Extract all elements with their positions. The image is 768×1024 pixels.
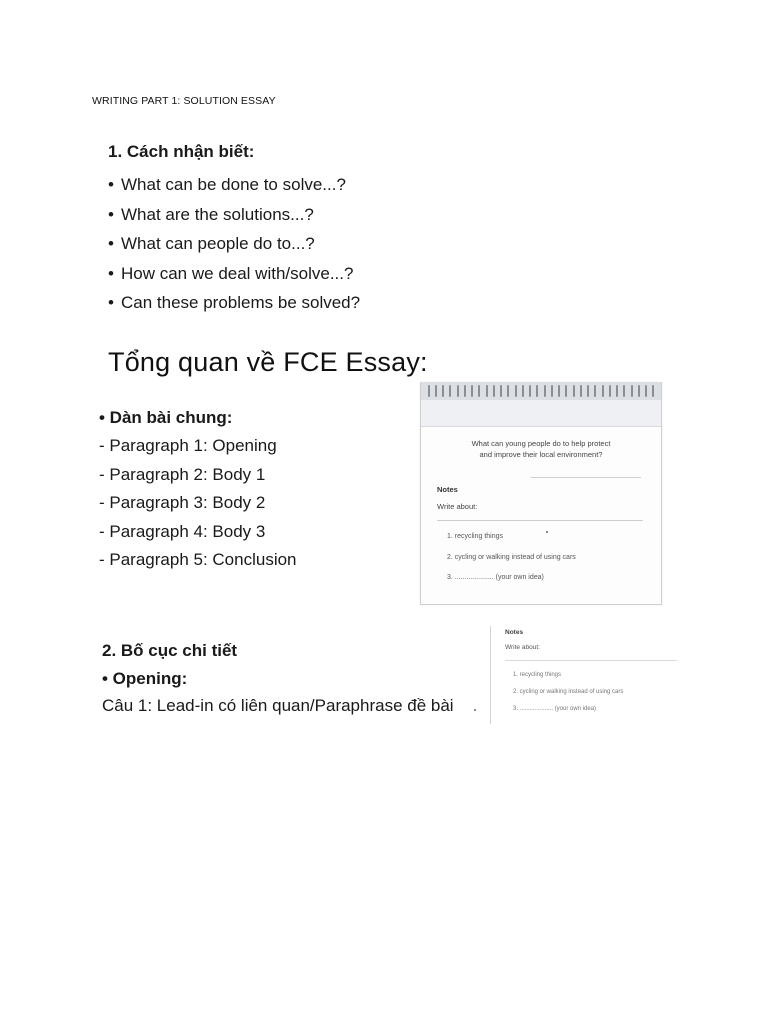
bullet-icon: • — [108, 175, 114, 194]
identification-list — [108, 170, 360, 318]
list-item-text: Can these problems be solved? — [121, 293, 361, 312]
notes-snippet-image — [490, 626, 681, 724]
bullet-icon: • — [108, 234, 114, 253]
list-item — [108, 288, 360, 318]
bullet-icon: • — [108, 204, 114, 224]
write-about-label: Write about: — [505, 644, 540, 651]
notes-list-item: 1. recycling things — [513, 672, 562, 678]
notebook-question — [435, 438, 647, 460]
list-item-text: How can we deal with/solve...? — [121, 263, 354, 283]
scan-speck — [546, 531, 548, 533]
outline-section — [99, 404, 297, 575]
document-title: WRITING PART 1: SOLUTION ESSAY — [92, 95, 276, 107]
detailed-structure-section — [102, 638, 454, 720]
notebook-list-item: 2. cycling or walking instead of using cars — [447, 554, 576, 561]
opening-line: Câu 1: Lead-in có liên quan/Paraphrase đề bài — [102, 696, 454, 715]
overview-title: Tổng quan về FCE Essay: — [108, 347, 428, 377]
paragraph-item: - Paragraph 4: Body 3 — [99, 521, 266, 541]
list-item-text: What can be done to solve...? — [121, 175, 346, 194]
notebook-list-item: 1. recycling things — [447, 533, 504, 540]
divider — [437, 520, 643, 521]
scan-speck — [474, 709, 476, 711]
paragraph-item: - Paragraph 3: Body 2 — [99, 493, 266, 512]
list-item — [108, 200, 360, 230]
notes-list-item: 3. .................... (your own idea) — [513, 706, 597, 712]
list-item — [108, 259, 360, 289]
paragraph-item: - Paragraph 1: Opening — [99, 436, 277, 455]
divider — [505, 660, 677, 661]
list-item-text: What are the solutions...? — [121, 204, 314, 224]
notebook-image — [420, 382, 662, 605]
notebook-list-item: 3. .................... (your own idea) — [447, 574, 544, 581]
divider — [531, 477, 641, 478]
bullet-icon: • — [108, 293, 114, 312]
question-line: and improve their local environment? — [479, 450, 603, 459]
identification-section — [108, 140, 360, 318]
opening-subheading: • Opening: — [102, 669, 188, 688]
spiral-binding-icon — [421, 382, 661, 400]
notes-label: Notes — [505, 629, 524, 636]
notebook-header-band — [421, 400, 661, 427]
question-line: What can young people do to help protect — [471, 439, 611, 448]
notes-label: Notes — [437, 485, 458, 494]
write-about-label: Write about: — [437, 502, 478, 511]
bullet-icon: • — [108, 263, 114, 283]
list-item — [108, 229, 360, 259]
notes-list-item: 2. cycling or walking instead of using cars — [513, 689, 624, 695]
paragraph-item: - Paragraph 5: Conclusion — [99, 550, 297, 569]
outline-subheading: • Dàn bài chung: — [99, 408, 233, 427]
list-item-text: What can people do to...? — [121, 234, 315, 253]
paragraph-item: - Paragraph 2: Body 1 — [99, 464, 266, 484]
detailed-structure-heading: 2. Bố cục chi tiết — [102, 641, 238, 660]
identification-heading: 1. Cách nhận biết: — [108, 142, 255, 161]
list-item — [108, 170, 360, 200]
